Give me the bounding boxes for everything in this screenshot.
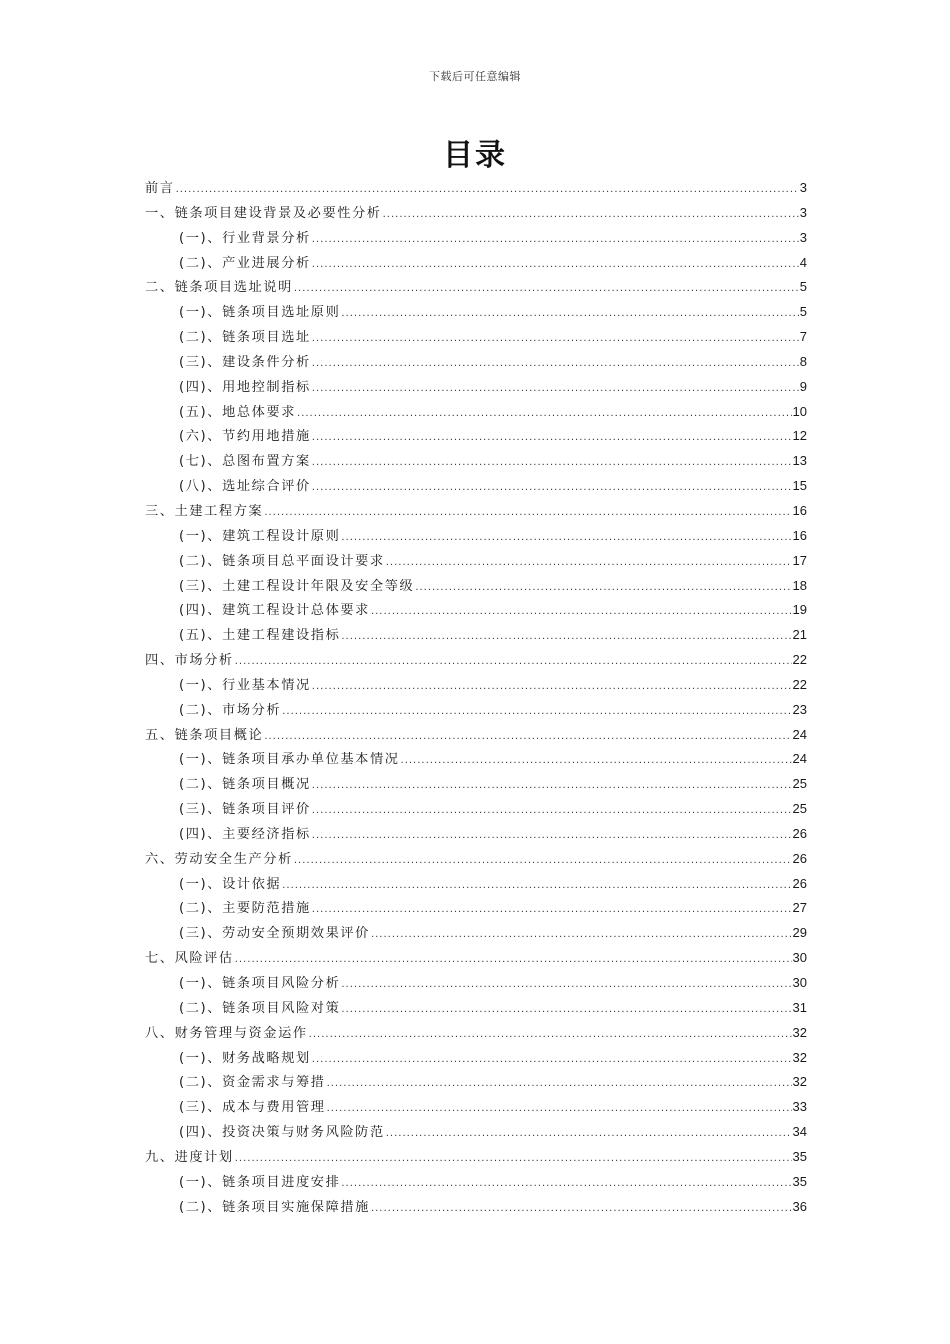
toc-subsection-entry[interactable] [145, 350, 807, 375]
toc-subsection-entry[interactable] [145, 424, 807, 449]
toc-page-number: 32 [792, 1074, 807, 1090]
toc-leader-dots [371, 923, 792, 948]
toc-leader-dots [312, 799, 792, 824]
toc-entry-label: 八、财务管理与资金运作 [145, 1025, 308, 1041]
toc-leader-dots [371, 600, 792, 625]
toc-section-entry[interactable] [145, 723, 807, 748]
toc-entry-label: (三)、劳动安全预期效果评价 [179, 926, 370, 942]
toc-leader-dots [309, 1023, 792, 1048]
toc-page-number: 3 [799, 229, 807, 245]
toc-subsection-entry[interactable] [145, 1195, 807, 1220]
toc-page-number: 23 [792, 701, 807, 717]
toc-subsection-entry[interactable] [145, 474, 807, 499]
toc-entry-label: 一、链条项目建设背景及必要性分析 [145, 205, 382, 221]
toc-entry-label: (一)、行业基本情况 [179, 677, 311, 693]
toc-subsection-entry[interactable] [145, 1170, 807, 1195]
toc-subsection-entry[interactable] [145, 449, 807, 474]
page-header: 下载后可任意编辑 [429, 70, 521, 83]
toc-entry-label: (二)、链条项目实施保障措施 [179, 1199, 370, 1215]
toc-page-number: 30 [792, 950, 807, 966]
toc-entry-label: 五、链条项目概论 [145, 727, 264, 743]
toc-page-number: 15 [792, 478, 807, 494]
toc-leader-dots [341, 625, 791, 650]
toc-section-entry[interactable] [145, 176, 807, 201]
toc-entry-label: (一)、链条项目进度安排 [179, 1174, 341, 1190]
toc-page-number: 31 [792, 999, 807, 1015]
toc-page-number: 3 [799, 204, 807, 220]
toc-leader-dots [297, 402, 792, 427]
toc-section-entry[interactable] [145, 499, 807, 524]
toc-page-number: 12 [792, 428, 807, 444]
toc-leader-dots [386, 1122, 792, 1147]
toc-leader-dots [235, 1147, 792, 1172]
toc-page-number: 30 [792, 975, 807, 990]
toc-page-number: 5 [799, 304, 807, 320]
toc-subsection-entry[interactable] [145, 375, 807, 400]
toc-subsection-entry[interactable] [145, 996, 807, 1021]
toc-entry-label: (四)、建筑工程设计总体要求 [179, 603, 370, 619]
toc-subsection-entry[interactable] [145, 524, 807, 549]
toc-entry-label: (二)、市场分析 [179, 702, 282, 718]
toc-page-number: 27 [792, 900, 807, 916]
toc-section-entry[interactable] [145, 847, 807, 872]
toc-entry-label: (二)、链条项目选址 [179, 330, 311, 346]
table-of-contents [145, 176, 807, 1219]
toc-subsection-entry[interactable] [145, 747, 807, 772]
toc-subsection-entry[interactable] [145, 921, 807, 946]
toc-leader-dots [327, 1097, 792, 1122]
toc-subsection-entry[interactable] [145, 1046, 807, 1071]
toc-entry-label: 六、劳动安全生产分析 [145, 851, 293, 867]
toc-page-number: 35 [792, 1148, 807, 1164]
toc-leader-dots [341, 998, 791, 1023]
toc-entry-label: (一)、行业背景分析 [179, 230, 311, 246]
toc-entry-label: (一)、建筑工程设计原则 [179, 528, 341, 544]
toc-leader-dots [341, 526, 791, 551]
toc-leader-dots [401, 749, 792, 774]
toc-leader-dots [371, 1197, 792, 1222]
toc-entry-label: 四、市场分析 [145, 653, 234, 669]
toc-entry-label: (四)、用地控制指标 [179, 379, 311, 395]
toc-subsection-entry[interactable] [145, 872, 807, 897]
toc-leader-dots [312, 451, 792, 476]
toc-leader-dots [235, 650, 792, 675]
toc-section-entry[interactable] [145, 946, 807, 971]
toc-entry-label: 七、风险评估 [145, 951, 234, 967]
toc-leader-dots [312, 377, 799, 402]
toc-section-entry[interactable] [145, 275, 807, 300]
toc-subsection-entry[interactable] [145, 226, 807, 251]
toc-leader-dots [312, 476, 792, 501]
toc-section-entry[interactable] [145, 201, 807, 226]
toc-entry-label: (二)、链条项目总平面设计要求 [179, 553, 385, 569]
toc-subsection-entry[interactable] [145, 1120, 807, 1145]
toc-leader-dots [264, 501, 791, 526]
toc-entry-label: (四)、投资决策与财务风险防范 [179, 1125, 385, 1141]
toc-entry-label: (一)、链条项目承办单位基本情况 [179, 752, 400, 768]
toc-subsection-entry[interactable] [145, 1095, 807, 1120]
toc-leader-dots [312, 426, 792, 451]
toc-page-number: 3 [799, 180, 807, 195]
toc-leader-dots [383, 203, 799, 228]
toc-entry-label: (三)、成本与费用管理 [179, 1100, 326, 1116]
toc-entry-label: (五)、地总体要求 [179, 404, 297, 420]
toc-leader-dots [176, 178, 799, 203]
toc-page-number: 32 [792, 1049, 807, 1065]
toc-page-number: 24 [792, 726, 807, 742]
toc-page-number: 34 [792, 1124, 807, 1140]
toc-page-number: 13 [792, 453, 807, 469]
toc-subsection-entry[interactable] [145, 797, 807, 822]
toc-subsection-entry[interactable] [145, 822, 807, 847]
toc-page-number: 16 [792, 502, 807, 518]
toc-leader-dots [312, 352, 799, 377]
toc-entry-label: 九、进度计划 [145, 1149, 234, 1165]
toc-leader-dots [312, 228, 799, 253]
toc-entry-label: (二)、资金需求与筹措 [179, 1075, 326, 1091]
toc-subsection-entry[interactable] [145, 251, 807, 276]
toc-section-entry[interactable] [145, 648, 807, 673]
toc-entry-label: (二)、产业进展分析 [179, 255, 311, 271]
toc-section-entry[interactable] [145, 1145, 807, 1170]
toc-leader-dots [312, 1048, 792, 1073]
toc-leader-dots [341, 1172, 791, 1197]
toc-page-number: 29 [792, 925, 807, 941]
toc-entry-label: (八)、选址综合评价 [179, 479, 311, 495]
toc-page-number: 26 [792, 850, 807, 866]
toc-entry-label: (六)、节约用地措施 [179, 429, 311, 445]
toc-entry-label: (四)、主要经济指标 [179, 826, 311, 842]
toc-page-number: 4 [799, 254, 807, 270]
toc-leader-dots [386, 551, 792, 576]
toc-entry-label: (五)、土建工程建设指标 [179, 628, 341, 644]
toc-page-number: 18 [792, 577, 807, 593]
toc-entry-label: (三)、建设条件分析 [179, 354, 311, 370]
toc-subsection-entry[interactable] [145, 598, 807, 623]
toc-leader-dots [341, 302, 798, 327]
toc-page-number: 35 [792, 1173, 807, 1189]
toc-entry-label: (一)、链条项目风险分析 [179, 976, 341, 991]
toc-leader-dots [264, 725, 791, 750]
toc-leader-dots [312, 774, 792, 799]
toc-entry-label: (二)、链条项目概况 [179, 777, 311, 793]
toc-page-number: 7 [799, 329, 807, 345]
toc-page-number: 17 [792, 552, 807, 568]
toc-page-number: 16 [792, 527, 807, 543]
toc-entry-label: (三)、链条项目评价 [179, 802, 311, 818]
toc-subsection-entry[interactable] [145, 325, 807, 350]
toc-subsection-entry[interactable] [145, 623, 807, 648]
toc-entry-label: (一)、设计依据 [179, 876, 282, 892]
toc-leader-dots [235, 948, 792, 973]
toc-entry-label: 三、土建工程方案 [145, 503, 264, 519]
toc-entry-label: (七)、总图布置方案 [179, 454, 311, 470]
toc-entry-label: (二)、主要防范措施 [179, 901, 311, 917]
toc-page-number: 8 [799, 353, 807, 369]
toc-page-number: 10 [792, 403, 807, 419]
toc-leader-dots [341, 973, 791, 998]
toc-section-entry[interactable] [145, 1021, 807, 1046]
toc-page-number: 22 [792, 652, 807, 668]
toc-page-number: 9 [799, 378, 807, 394]
toc-page-number: 36 [792, 1198, 807, 1214]
toc-subsection-entry[interactable] [145, 971, 807, 996]
toc-page-number: 32 [792, 1024, 807, 1040]
toc-leader-dots [294, 849, 792, 874]
toc-page-number: 25 [792, 776, 807, 792]
toc-leader-dots [282, 874, 791, 899]
toc-subsection-entry[interactable] [145, 896, 807, 921]
toc-page-number: 22 [792, 676, 807, 692]
toc-subsection-entry[interactable] [145, 673, 807, 698]
toc-entry-label: (二)、链条项目风险对策 [179, 1000, 341, 1016]
toc-subsection-entry[interactable] [145, 300, 807, 325]
toc-entry-label: (一)、链条项目选址原则 [179, 305, 341, 321]
toc-page-number: 21 [792, 627, 807, 643]
toc-entry-label: 二、链条项目选址说明 [145, 280, 293, 296]
toc-leader-dots [312, 253, 799, 278]
toc-page-number: 19 [792, 602, 807, 618]
toc-leader-dots [312, 898, 792, 923]
toc-entry-label: (一)、财务战略规划 [179, 1050, 311, 1066]
toc-subsection-entry[interactable] [145, 1070, 807, 1095]
toc-page-number: 26 [792, 875, 807, 891]
toc-entry-label: (三)、土建工程设计年限及安全等级 [179, 578, 415, 594]
toc-subsection-entry[interactable] [145, 400, 807, 425]
toc-leader-dots [415, 576, 791, 601]
toc-title: 目录 [443, 138, 507, 173]
toc-leader-dots [312, 327, 799, 352]
toc-leader-dots [282, 700, 791, 725]
toc-leader-dots [294, 277, 799, 302]
toc-subsection-entry[interactable] [145, 772, 807, 797]
toc-subsection-entry[interactable] [145, 549, 807, 574]
toc-page-number: 33 [792, 1099, 807, 1115]
toc-leader-dots [312, 675, 792, 700]
toc-subsection-entry[interactable] [145, 698, 807, 723]
toc-subsection-entry[interactable] [145, 574, 807, 599]
toc-page-number: 24 [792, 751, 807, 767]
toc-page-number: 25 [792, 801, 807, 817]
toc-page-number: 5 [799, 279, 807, 295]
toc-page-number: 26 [792, 825, 807, 841]
toc-leader-dots [327, 1072, 792, 1097]
toc-entry-label: 前言 [145, 181, 175, 196]
toc-leader-dots [312, 824, 792, 849]
